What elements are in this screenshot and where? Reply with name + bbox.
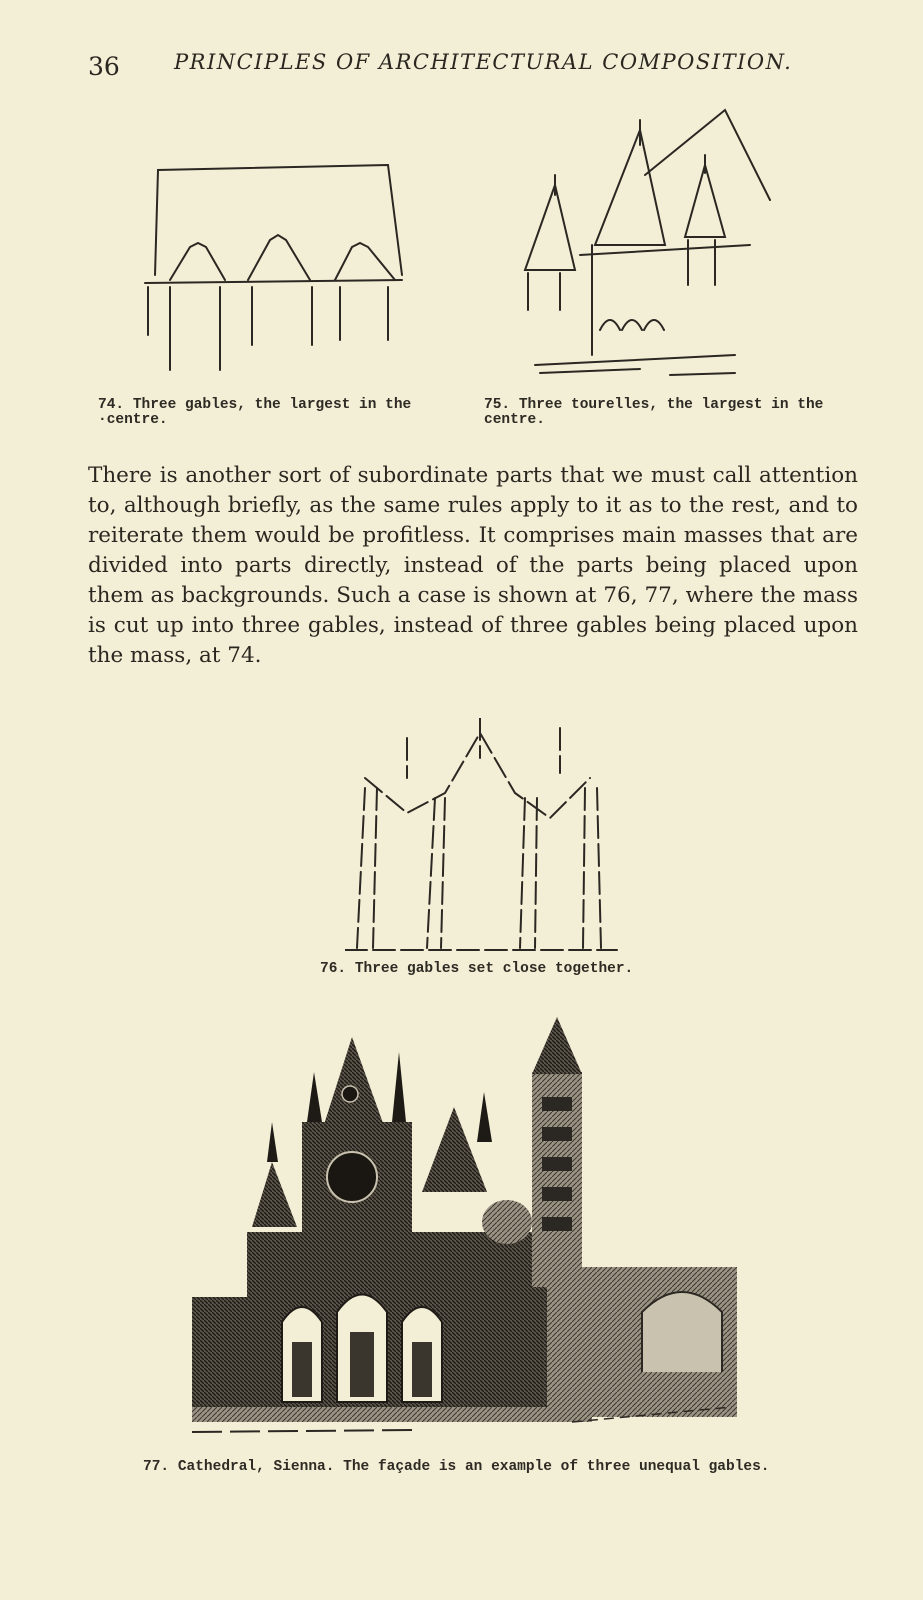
body-paragraph: There is another sort of subordinate parts that we must call attention to, although briefly, as the same rules apply to it as to the rest, and to reiterate them would be profitless. It comprises main masses that are divided into parts directly, instead of the parts being placed upon them as backgrounds. Such a case is shown at 76, 77, where the mass is cut up into three gables, instead of three gables being placed upon the mass, at 74.: [88, 463, 858, 668]
figure-74-illustration: [140, 155, 420, 380]
figure-75-caption-line2: centre.: [484, 412, 545, 428]
figure-77-illustration: [192, 1012, 752, 1452]
running-title: PRINCIPLES OF ARCHITECTURAL COMPOSITION.: [174, 50, 793, 74]
figure-74-caption-line1: Three gables, the largest in the: [132, 397, 412, 413]
figure-74-caption: [98, 398, 458, 428]
figure-77-number: 77.: [143, 1459, 170, 1475]
figure-75-caption: [484, 398, 854, 428]
figure-74-caption-line2: ·centre.: [98, 412, 168, 428]
figure-77-caption-text: Cathedral, Sienna. The façade is an example of three unequal gables.: [177, 1459, 770, 1475]
figure-75-illustration: [520, 105, 780, 385]
figure-77-caption: [143, 1460, 770, 1475]
figure-76-number: 76.: [320, 961, 347, 977]
figure-76-illustration: [345, 718, 625, 958]
figure-75-number: 75.: [484, 397, 511, 413]
figure-76-caption: [320, 962, 633, 977]
figure-76-caption-text: Three gables set close together.: [354, 961, 634, 977]
page-number: 36: [88, 52, 120, 81]
figure-74-number: 74.: [98, 397, 125, 413]
figure-75-caption-line1: Three tourelles, the largest in the: [518, 397, 824, 413]
